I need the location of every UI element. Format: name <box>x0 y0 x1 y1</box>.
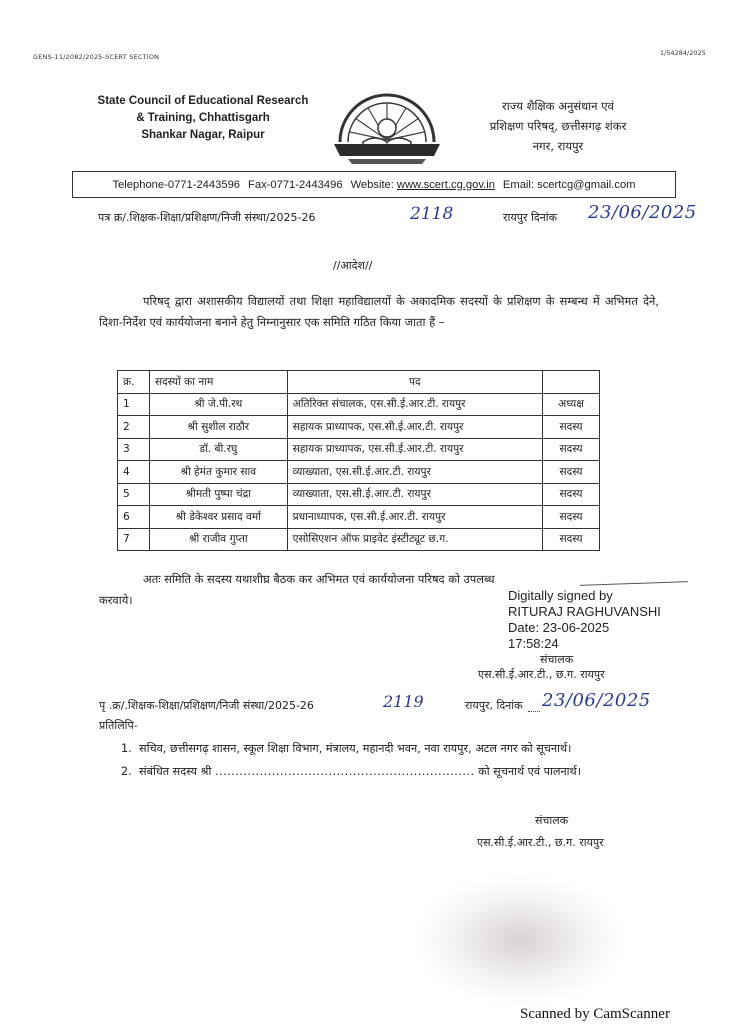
digsig-time: 17:58:24 <box>508 636 559 651</box>
digsig-signer: RITURAJ RAGHUVANSHI <box>508 604 661 619</box>
cell-name: श्री सुशील राठौर <box>149 416 287 439</box>
cell-role: अध्यक्ष <box>543 393 600 416</box>
file-reference-right: 1/54284/2025 <box>660 49 706 57</box>
table-row <box>118 393 600 416</box>
order-title: //आदेश// <box>333 259 373 272</box>
item-number: 1. <box>121 742 132 755</box>
director-org: एस.सी.ई.आर.टी., छ.ग. रायपुर <box>477 836 604 849</box>
website-link[interactable]: www.scert.cg.gov.in <box>396 178 495 191</box>
cell-post: व्याख्याता, एस.सी.ई.आर.टी. रायपुर <box>287 483 542 506</box>
org-name-hindi-line: राज्य शैक्षिक अनुसंधान एवं <box>502 99 614 113</box>
item-suffix: को सूचनार्थ एवं पालनार्थ। <box>478 765 581 778</box>
date-handwritten: 23/06/2025 <box>588 202 697 223</box>
cell-serial: 6 <box>118 506 150 529</box>
copy-to-item <box>121 739 661 758</box>
email: Email: scertcg@gmail.com <box>502 178 636 191</box>
org-name-hindi <box>452 96 664 156</box>
header-role <box>543 371 600 394</box>
signatory-title: संचालक <box>540 653 574 666</box>
table-row <box>118 483 600 506</box>
closing-instruction: अतः समिति के सदस्य यथाशीघ्र बैठक कर अभिमत एवं कार्ययोजना परिषद को उपलब्ध करवाये। <box>99 572 495 607</box>
scert-emblem-logo-icon <box>328 80 446 166</box>
director-title: संचालक <box>535 814 569 827</box>
cell-name: डॉ. बी.रघु <box>149 438 287 461</box>
fax: Fax-0771-2443496 <box>248 178 343 191</box>
copy-reference: पृ .क्र/.शिक्षक-शिक्षा/प्रशिक्षण/निजी संस्था/2025-26 <box>99 699 314 712</box>
header-serial: क्र. <box>118 371 150 394</box>
contact-box <box>72 171 676 198</box>
copy-to-item <box>121 762 661 781</box>
cell-serial: 3 <box>118 438 150 461</box>
file-reference-left: GENS-11/2082/2025-SCERT SECTION <box>33 53 160 61</box>
cell-role: सदस्य <box>543 506 600 529</box>
org-name-hindi-line: नगर, रायपुर <box>532 139 584 153</box>
copy-date-handwritten: 23/06/2025 <box>542 690 651 711</box>
header-post: पद <box>287 371 542 394</box>
cell-name: श्री डेकेश्वर प्रसाद वर्मा <box>149 506 287 529</box>
copy-date-label: रायपुर, दिनांक <box>465 699 523 712</box>
cell-serial: 1 <box>118 393 150 416</box>
cell-post: प्रधानाध्यापक, एस.सी.ई.आर.टी. रायपुर <box>287 506 542 529</box>
org-name-hindi-line: प्रशिक्षण परिषद्, छत्तीसगढ़ शंकर <box>489 119 627 133</box>
org-name-english <box>92 93 314 144</box>
camscanner-watermark: Scanned by CamScanner <box>520 1006 670 1022</box>
table-header-row <box>118 371 600 394</box>
date-label: रायपुर दिनांक <box>503 211 558 224</box>
table-row <box>118 438 600 461</box>
cell-serial: 5 <box>118 483 150 506</box>
cell-post: व्याख्याता, एस.सी.ई.आर.टी. रायपुर <box>287 461 542 484</box>
table-row <box>118 416 600 439</box>
letter-number-handwritten: 2118 <box>410 204 454 224</box>
cell-role: सदस्य <box>543 528 600 551</box>
telephone: Telephone-0771-2443596 <box>112 178 241 191</box>
committee-members-table <box>117 370 600 551</box>
item-text: सचिव, छत्तीसगढ़ शासन, स्कूल शिक्षा विभाग, मंत्रालय, महानदी भवन, नवा रायपुर, अटल नगर को सूचनार्थ। <box>139 742 572 755</box>
org-name-english-line: State Council of Educational Research <box>97 95 309 107</box>
digital-signature <box>508 588 708 652</box>
cell-post: सहायक प्राध्यापक, एस.सी.ई.आर.टी. रायपुर <box>287 416 542 439</box>
website-label: Website: <box>350 178 394 191</box>
header-name: सदस्यों का नाम <box>149 371 287 394</box>
digsig-line: Digitally signed by <box>508 588 613 603</box>
signatory-org: एस.सी.ई.आर.टी., छ.ग. रायपुर <box>478 668 605 681</box>
item-prefix: संबंधित सदस्य श्री <box>139 765 212 778</box>
cell-role: सदस्य <box>543 438 600 461</box>
table-row <box>118 461 600 484</box>
copy-date-dots <box>528 711 540 712</box>
item-blank: ................................................................ <box>214 765 475 778</box>
cell-name: श्रीमती पुष्पा चंद्रा <box>149 483 287 506</box>
copy-to-list <box>121 739 661 785</box>
cell-role: सदस्य <box>543 483 600 506</box>
org-name-english-line: Shankar Nagar, Raipur <box>141 129 265 141</box>
cell-serial: 4 <box>118 461 150 484</box>
table-row <box>118 506 600 529</box>
cell-name: श्री जे.पी.रथ <box>149 393 287 416</box>
logo-graphic <box>328 80 446 166</box>
signature-block <box>478 588 708 682</box>
cell-role: सदस्य <box>543 416 600 439</box>
digsig-date: Date: 23-06-2025 <box>508 620 610 635</box>
cell-serial: 2 <box>118 416 150 439</box>
order-body: परिषद् द्वारा अशासकीय विद्यालयों तथा शिक्षा महाविद्यालयों के अकादमिक सदस्यों के प्रशिक्षण के सम्बन्ध में अभिमत देने, दिशा-निर्देश एवं कार्ययोजना बनाने हेतु निम्नानुसार एक समिति गठित किया जाता हैं – <box>99 294 659 329</box>
table-row <box>118 528 600 551</box>
cell-post: एसोसिएशन ऑफ प्राइवेट इंस्टीट्यूट छ.ग. <box>287 528 542 551</box>
copy-number-handwritten: 2119 <box>383 692 424 711</box>
cell-name: श्री हेमंत कुमार साव <box>149 461 287 484</box>
cell-serial: 7 <box>118 528 150 551</box>
copy-to-heading: प्रतिलिपि- <box>99 719 138 732</box>
cell-name: श्री राजीव गुप्ता <box>149 528 287 551</box>
cell-role: सदस्य <box>543 461 600 484</box>
letter-reference: पत्र क्र/.शिक्षक-शिक्षा/प्रशिक्षण/निजी संस्था/2025-26 <box>98 211 316 224</box>
scan-smudge <box>420 880 620 1000</box>
cell-post: अतिरिक्त संचालक, एस.सी.ई.आर.टी. रायपुर <box>287 393 542 416</box>
org-name-english-line: & Training, Chhattisgarh <box>136 112 270 124</box>
item-number: 2. <box>121 765 132 778</box>
cell-post: सहायक प्राध्यापक, एस.सी.ई.आर.टी. रायपुर <box>287 438 542 461</box>
pen-underline <box>580 581 688 586</box>
